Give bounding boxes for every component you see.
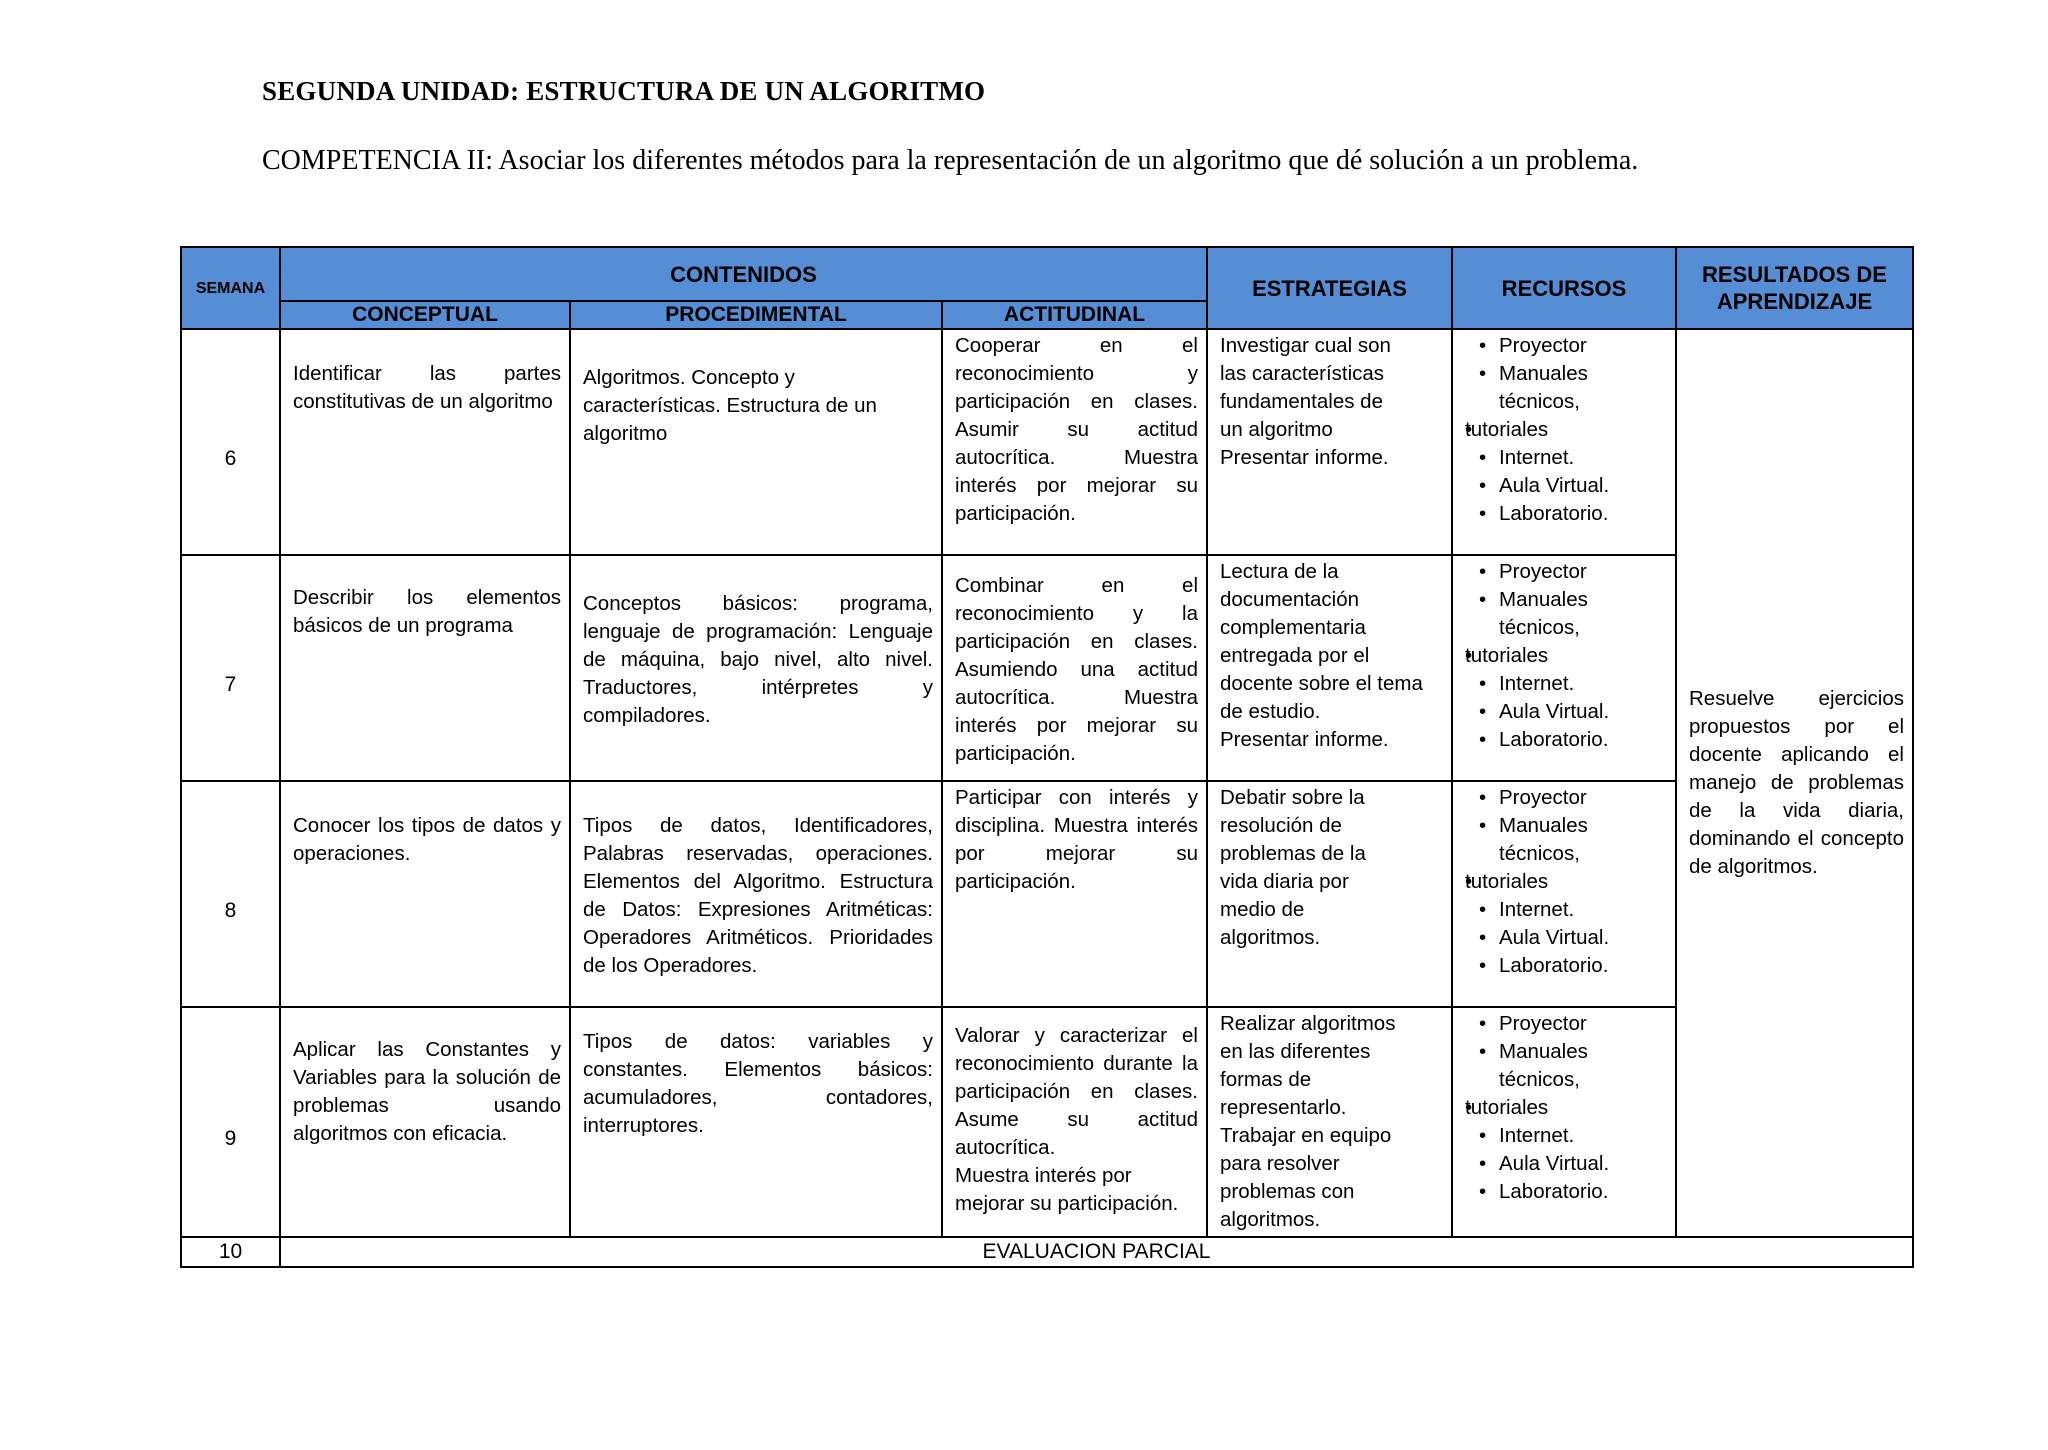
conceptual-cell: Describir los elementos básicos de un programa (280, 555, 570, 781)
estrategia-line: en las diferentes (1220, 1040, 1371, 1063)
estrategia-line: problemas con (1220, 1180, 1355, 1203)
table-row (181, 1237, 1913, 1267)
table-row (181, 781, 1913, 1007)
conceptual-cell: Identificar las partes constitutivas de un algoritmo (280, 329, 570, 555)
actitudinal-cell: Combinar en el reconocimiento y la participación en clases. Asumiendo una actitud autocrítica. Muestra interés por mejorar su participación. (942, 555, 1207, 781)
conceptual-cell: Conocer los tipos de datos y operaciones. (280, 781, 570, 1007)
estrategia-line: fundamentales de (1220, 390, 1383, 413)
recursos-cell (1452, 781, 1676, 1007)
recurso-item: • Internet. (1479, 896, 1667, 924)
header-estrategias: ESTRATEGIAS (1207, 247, 1452, 329)
estrategia-line: Lectura de la (1220, 560, 1339, 583)
estrategia-line: Debatir sobre la (1220, 786, 1365, 809)
estrategias-cell (1207, 329, 1452, 555)
recurso-item: • Manuales técnicos, (1479, 1038, 1667, 1094)
recurso-item: • tutoriales (1465, 1094, 1667, 1122)
estrategia-line: algoritmos. (1220, 926, 1321, 949)
header-resultados: RESULTADOS DE APRENDIZAJE (1676, 247, 1913, 329)
estrategia-line: Presentar informe. (1220, 446, 1389, 469)
actitudinal-cell (942, 1007, 1207, 1237)
recurso-item: • Manuales técnicos, (1479, 812, 1667, 868)
header-semana: SEMANA (181, 247, 280, 329)
unit-title: SEGUNDA UNIDAD: ESTRUCTURA DE UN ALGORITMO (262, 76, 986, 106)
recurso-item: • tutoriales (1465, 642, 1667, 670)
procedimental-cell: Algoritmos. Concepto y características. Estructura de un algoritmo (570, 329, 942, 555)
estrategia-line: entregada por el (1220, 644, 1370, 667)
estrategia-line: documentación (1220, 588, 1360, 611)
estrategia-line: complementaria (1220, 616, 1366, 639)
recurso-item: • tutoriales (1465, 416, 1667, 444)
procedimental-cell: Tipos de datos, Identificadores, Palabras reservadas, operaciones. Elementos del Algoritmo. Estructura de Datos: Expresiones Aritméticas: Operadores Aritméticos. Prioridades de los Operadores. (570, 781, 942, 1007)
conceptual-cell: Aplicar las Constantes y Variables para la solución de problemas usando algoritmos con eficacia. (280, 1007, 570, 1237)
estrategia-line: problemas de la (1220, 842, 1366, 865)
header-conceptual: CONCEPTUAL (280, 301, 570, 329)
estrategias-cell (1207, 1007, 1452, 1237)
recurso-item: • Manuales técnicos, (1479, 586, 1667, 642)
week-number: 6 (181, 329, 280, 555)
recurso-item: • Internet. (1479, 1122, 1667, 1150)
actitudinal-cell: Participar con interés y disciplina. Muestra interés por mejorar su participación. (942, 781, 1207, 1007)
recurso-item: • Proyector (1479, 558, 1667, 586)
procedimental-cell: Conceptos básicos: programa, lenguaje de programación: Lenguaje de máquina, bajo nivel, alto nivel. Traductores, intérpretes y compiladores. (570, 555, 942, 781)
table-row (181, 555, 1913, 781)
estrategia-line: vida diaria por (1220, 870, 1349, 893)
table-row (181, 1007, 1913, 1237)
estrategia-line: algoritmos. (1220, 1208, 1321, 1231)
header-actitudinal: ACTITUDINAL (942, 301, 1207, 329)
week-number: 7 (181, 555, 280, 781)
estrategia-line: Presentar informe. (1220, 728, 1389, 751)
estrategia-line: Investigar cual son (1220, 334, 1391, 357)
recurso-item: • Proyector (1479, 784, 1667, 812)
estrategia-line: formas de (1220, 1068, 1312, 1091)
estrategia-line: docente sobre el tema (1220, 672, 1423, 695)
week-number: 9 (181, 1007, 280, 1237)
resultados-cell: Resuelve ejercicios propuestos por el docente aplicando el manejo de problemas de la vida diaria, dominando el concepto de algoritmos. (1676, 329, 1913, 1237)
recursos-cell (1452, 555, 1676, 781)
header-procedimental: PROCEDIMENTAL (570, 301, 942, 329)
estrategia-line: Realizar algoritmos (1220, 1012, 1396, 1035)
recurso-item: • tutoriales (1465, 868, 1667, 896)
week-number: 10 (181, 1237, 280, 1267)
week-number: 8 (181, 781, 280, 1007)
header-recursos: RECURSOS (1452, 247, 1676, 329)
procedimental-cell: Tipos de datos: variables y constantes. Elementos básicos: acumuladores, contadores, interruptores. (570, 1007, 942, 1237)
recurso-item: • Laboratorio. (1479, 952, 1667, 980)
recurso-item: • Aula Virtual. (1479, 1150, 1667, 1178)
estrategia-line: Trabajar en equipo (1220, 1124, 1392, 1147)
recurso-item: • Laboratorio. (1479, 1178, 1667, 1206)
actitudinal-cell: Cooperar en el reconocimiento y participación en clases. Asumir su actitud autocrítica. Muestra interés por mejorar su participación. (942, 329, 1207, 555)
estrategia-line: de estudio. (1220, 700, 1321, 723)
actitudinal-text: Valorar y caracterizar el reconocimiento durante la participación en clases. Asume su actitud autocrítica. (955, 1024, 1198, 1159)
recurso-item: • Aula Virtual. (1479, 472, 1667, 500)
estrategia-line: resolución de (1220, 814, 1342, 837)
table-row (181, 329, 1913, 555)
evaluacion-parcial: EVALUACION PARCIAL (280, 1237, 1913, 1267)
recurso-item: • Internet. (1479, 444, 1667, 472)
estrategia-line: las características (1220, 362, 1385, 385)
recurso-item: • Aula Virtual. (1479, 924, 1667, 952)
header-contenidos: CONTENIDOS (280, 247, 1207, 301)
recurso-item: • Proyector (1479, 332, 1667, 360)
syllabus-table (180, 246, 1914, 1268)
actitudinal-extra-text: Muestra interés por mejorar su participación. (955, 1164, 1179, 1215)
recursos-cell (1452, 329, 1676, 555)
estrategias-cell (1207, 555, 1452, 781)
recurso-item: • Internet. (1479, 670, 1667, 698)
recurso-item: • Proyector (1479, 1010, 1667, 1038)
recurso-item: • Laboratorio. (1479, 726, 1667, 754)
competencia-text: COMPETENCIA II: Asociar los diferentes métodos para la representación de un algoritmo que dé solución a un problema. (262, 145, 1639, 176)
recursos-cell (1452, 1007, 1676, 1237)
estrategias-cell (1207, 781, 1452, 1007)
estrategia-line: un algoritmo (1220, 418, 1333, 441)
estrategia-line: representarlo. (1220, 1096, 1347, 1119)
recurso-item: • Manuales técnicos, (1479, 360, 1667, 416)
estrategia-line: para resolver (1220, 1152, 1340, 1175)
recurso-item: • Aula Virtual. (1479, 698, 1667, 726)
estrategia-line: medio de (1220, 898, 1305, 921)
recurso-item: • Laboratorio. (1479, 500, 1667, 528)
